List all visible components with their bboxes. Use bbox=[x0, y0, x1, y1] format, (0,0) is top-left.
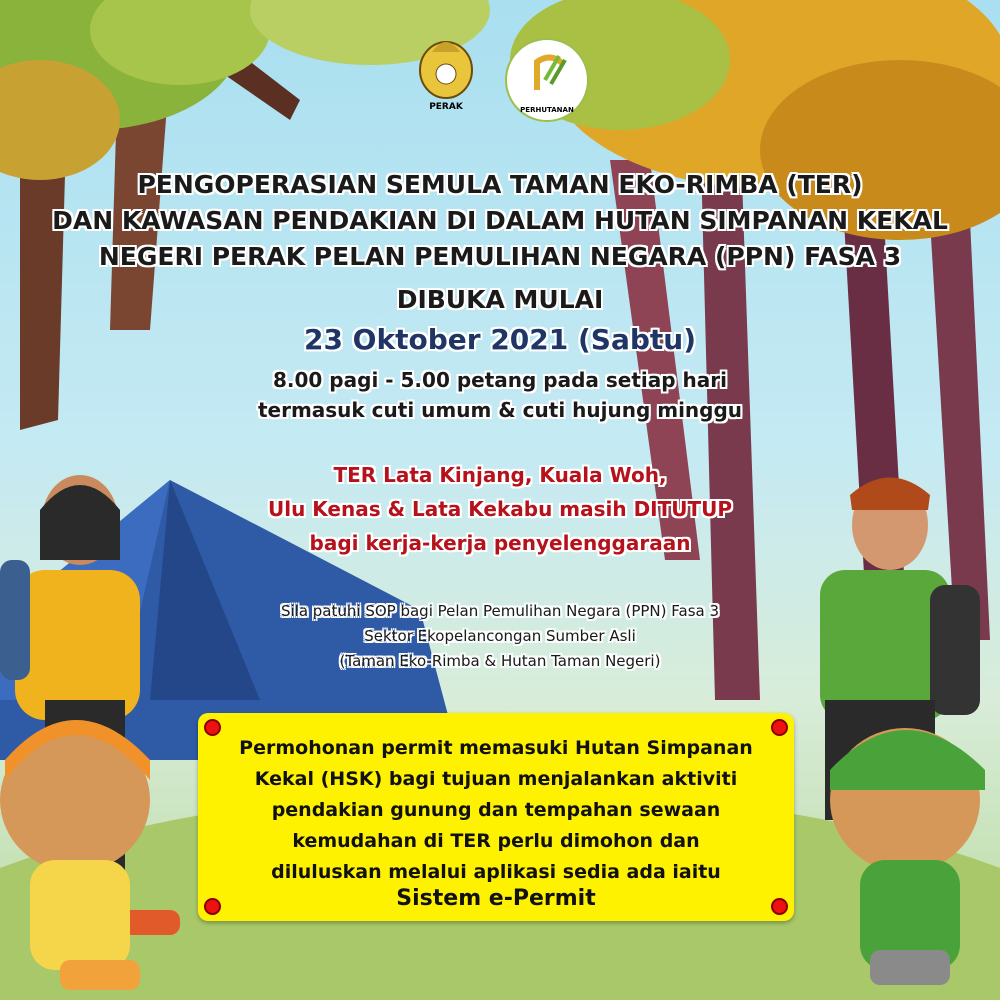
perhutanan-logo bbox=[505, 38, 589, 122]
permit-line-2: Kekal (HSK) bagi tujuan menjalankan aktiviti bbox=[254, 768, 738, 790]
permit-line-5: diluluskan melalui aplikasi sedia ada iaitu bbox=[271, 861, 721, 883]
perak-label: PERAK bbox=[429, 102, 463, 112]
opening-hours-1: 8.00 pagi - 5.00 petang pada setiap hari bbox=[273, 368, 727, 392]
permit-system-name: Sistem e-Permit bbox=[396, 886, 596, 911]
perhutanan-label: PERHUTANAN bbox=[520, 106, 574, 114]
permit-text bbox=[198, 733, 794, 888]
headline-line-3: NEGERI PERAK PELAN PEMULIHAN NEGARA (PPN) FASA 3 bbox=[98, 242, 902, 271]
permit-line-3: pendakian gunung dan tempahan sewaan bbox=[271, 799, 721, 821]
closure-line-1: TER Lata Kinjang, Kuala Woh, bbox=[333, 463, 667, 487]
permit-notice-box bbox=[198, 713, 794, 921]
opening-hours-2: termasuk cuti umum & cuti hujung minggu bbox=[257, 398, 743, 422]
opening-date: 23 Oktober 2021 (Sabtu) bbox=[303, 323, 697, 356]
headline-line-1: PENGOPERASIAN SEMULA TAMAN EKO-RIMBA (TER) bbox=[137, 170, 863, 199]
permit-line-1: Permohonan permit memasuki Hutan Simpanan bbox=[239, 737, 753, 759]
sop-line-1: Sila patuhi SOP bagi Pelan Pemulihan Negara (PPN) Fasa 3 bbox=[280, 602, 720, 620]
opening-label: DIBUKA MULAI bbox=[396, 285, 604, 314]
closure-line-3: bagi kerja-kerja penyelenggaraan bbox=[309, 531, 691, 555]
sop-line-2: Sektor Ekopelancongan Sumber Asli bbox=[364, 627, 636, 645]
sop-line-3: (Taman Eko-Rimba & Hutan Taman Negeri) bbox=[339, 652, 661, 670]
closure-line-2: Ulu Kenas & Lata Kekabu masih DITUTUP bbox=[267, 497, 733, 521]
perak-crest-logo bbox=[410, 32, 482, 114]
headline-line-2: DAN KAWASAN PENDAKIAN DI DALAM HUTAN SIMPANAN KEKAL bbox=[52, 206, 948, 235]
permit-line-4: kemudahan di TER perlu dimohon dan bbox=[292, 830, 700, 852]
